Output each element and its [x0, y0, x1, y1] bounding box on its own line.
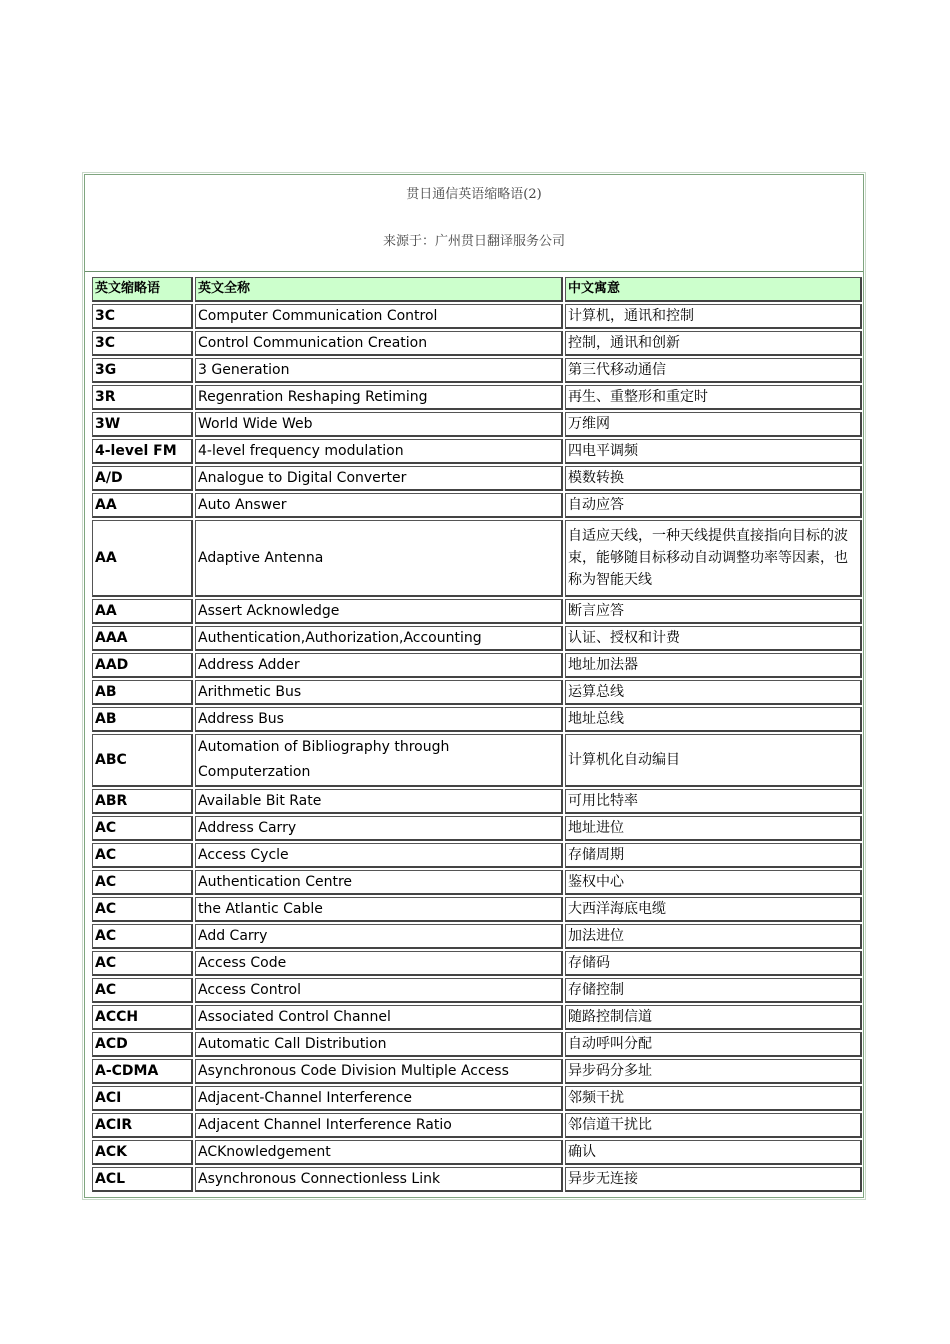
document-title: 贯日通信英语缩略语(2): [406, 187, 542, 202]
abbreviation-cell: AC: [92, 978, 193, 1003]
table-row: [92, 358, 862, 383]
full-name-cell: Available Bit Rate: [195, 789, 563, 814]
header-abbreviation: 英文缩略语: [92, 277, 193, 302]
table-header-row: [92, 277, 862, 302]
chinese-meaning-cell: 确认: [565, 1140, 862, 1165]
table-row: [92, 897, 862, 922]
table-row: [92, 626, 862, 651]
abbreviation-cell: A/D: [92, 466, 193, 491]
table-row: [92, 653, 862, 678]
table-row: [92, 1086, 862, 1111]
abbreviation-cell: AAD: [92, 653, 193, 678]
chinese-meaning-cell: 计算机化自动编目: [565, 734, 862, 787]
full-name-cell: the Atlantic Cable: [195, 897, 563, 922]
full-name-cell: Analogue to Digital Converter: [195, 466, 563, 491]
full-name-cell: Associated Control Channel: [195, 1005, 563, 1030]
chinese-meaning-cell: 存储周期: [565, 843, 862, 868]
abbreviation-cell: AB: [92, 680, 193, 705]
chinese-meaning-cell: 模数转换: [565, 466, 862, 491]
table-row: [92, 789, 862, 814]
table-row: [92, 734, 862, 787]
full-name-cell: Adaptive Antenna: [195, 520, 563, 597]
chinese-meaning-cell: 存储控制: [565, 978, 862, 1003]
chinese-meaning-cell: 运算总线: [565, 680, 862, 705]
abbreviation-cell: ACK: [92, 1140, 193, 1165]
chinese-meaning-cell: 四电平调频: [565, 439, 862, 464]
table-row: [92, 951, 862, 976]
abbreviation-cell: AAA: [92, 626, 193, 651]
abbreviation-cell: ACD: [92, 1032, 193, 1057]
chinese-meaning-cell: 加法进位: [565, 924, 862, 949]
abbreviation-cell: AC: [92, 843, 193, 868]
abbreviation-cell: AC: [92, 816, 193, 841]
chinese-meaning-cell: 第三代移动通信: [565, 358, 862, 383]
full-name-cell: Authentication,Authorization,Accounting: [195, 626, 563, 651]
abbreviation-cell: AC: [92, 897, 193, 922]
chinese-meaning-cell: 随路控制信道: [565, 1005, 862, 1030]
chinese-meaning-cell: 异步码分多址: [565, 1059, 862, 1084]
chinese-meaning-cell: 万维网: [565, 412, 862, 437]
abbreviation-cell: AA: [92, 520, 193, 597]
chinese-meaning-cell: 地址加法器: [565, 653, 862, 678]
header-full-name: 英文全称: [195, 277, 563, 302]
table-row: [92, 816, 862, 841]
full-name-cell: Access Code: [195, 951, 563, 976]
abbreviation-cell: ABC: [92, 734, 193, 787]
abbreviation-cell: 4-level FM: [92, 439, 193, 464]
table-row: [92, 439, 862, 464]
full-name-cell: Address Carry: [195, 816, 563, 841]
full-name-cell: Asynchronous Code Division Multiple Access: [195, 1059, 563, 1084]
full-name-cell: World Wide Web: [195, 412, 563, 437]
abbreviation-cell: ABR: [92, 789, 193, 814]
chinese-meaning-cell: 地址总线: [565, 707, 862, 732]
table-row: [92, 870, 862, 895]
table-row: [92, 331, 862, 356]
document-header: [85, 175, 863, 272]
full-name-cell: Asynchronous Connectionless Link: [195, 1167, 563, 1192]
table-row: [92, 843, 862, 868]
full-name-cell: Access Control: [195, 978, 563, 1003]
chinese-meaning-cell: 邻频干扰: [565, 1086, 862, 1111]
abbreviation-cell: ACL: [92, 1167, 193, 1192]
abbreviation-cell: A-CDMA: [92, 1059, 193, 1084]
abbreviation-cell: 3W: [92, 412, 193, 437]
abbreviation-cell: AC: [92, 870, 193, 895]
abbreviation-cell: ACCH: [92, 1005, 193, 1030]
full-name-cell: Adjacent-Channel Interference: [195, 1086, 563, 1111]
full-name-cell: Authentication Centre: [195, 870, 563, 895]
document-source: 来源于：广州贯日翻译服务公司: [382, 234, 565, 249]
abbreviation-cell: 3R: [92, 385, 193, 410]
full-name-cell: Arithmetic Bus: [195, 680, 563, 705]
table-row: [92, 1032, 862, 1057]
abbreviation-cell: AB: [92, 707, 193, 732]
full-name-cell: Assert Acknowledge: [195, 599, 563, 624]
table-row: [92, 466, 862, 491]
abbreviation-cell: 3C: [92, 331, 193, 356]
abbreviation-cell: ACI: [92, 1086, 193, 1111]
table-row: [92, 385, 862, 410]
chinese-meaning-cell: 自动呼叫分配: [565, 1032, 862, 1057]
header-chinese-meaning: 中文寓意: [565, 277, 862, 302]
table-row: [92, 1140, 862, 1165]
table-row: [92, 707, 862, 732]
glossary-table: [90, 275, 864, 1194]
table-row: [92, 680, 862, 705]
table-row: [92, 1167, 862, 1192]
chinese-meaning-cell: 异步无连接: [565, 1167, 862, 1192]
table-row: [92, 304, 862, 329]
full-name-cell: Adjacent Channel Interference Ratio: [195, 1113, 563, 1138]
full-name-cell: ACKnowledgement: [195, 1140, 563, 1165]
chinese-meaning-cell: 存储码: [565, 951, 862, 976]
abbreviation-cell: 3C: [92, 304, 193, 329]
table-row: [92, 1113, 862, 1138]
table-row: [92, 520, 862, 597]
chinese-meaning-cell: 控制，通讯和创新: [565, 331, 862, 356]
full-name-cell: Automatic Call Distribution: [195, 1032, 563, 1057]
full-name-cell: Address Bus: [195, 707, 563, 732]
full-name-cell: Control Communication Creation: [195, 331, 563, 356]
full-name-cell: Regenration Reshaping Retiming: [195, 385, 563, 410]
abbreviation-cell: 3G: [92, 358, 193, 383]
full-name-cell: Access Cycle: [195, 843, 563, 868]
abbreviation-cell: AC: [92, 951, 193, 976]
abbreviation-cell: ACIR: [92, 1113, 193, 1138]
full-name-cell: Add Carry: [195, 924, 563, 949]
chinese-meaning-cell: 自动应答: [565, 493, 862, 518]
full-name-cell: Auto Answer: [195, 493, 563, 518]
full-name-cell: Computer Communication Control: [195, 304, 563, 329]
chinese-meaning-cell: 地址进位: [565, 816, 862, 841]
abbreviation-cell: AA: [92, 493, 193, 518]
table-row: [92, 412, 862, 437]
full-name-cell: 3 Generation: [195, 358, 563, 383]
table-row: [92, 493, 862, 518]
chinese-meaning-cell: 可用比特率: [565, 789, 862, 814]
table-row: [92, 978, 862, 1003]
abbreviation-cell: AC: [92, 924, 193, 949]
table-row: [92, 1059, 862, 1084]
chinese-meaning-cell: 大西洋海底电缆: [565, 897, 862, 922]
full-name-cell: Automation of Bibliography through Computerzation: [195, 734, 563, 787]
table-row: [92, 924, 862, 949]
chinese-meaning-cell: 计算机，通讯和控制: [565, 304, 862, 329]
chinese-meaning-cell: 断言应答: [565, 599, 862, 624]
chinese-meaning-cell: 再生、重整形和重定时: [565, 385, 862, 410]
full-name-cell: 4-level frequency modulation: [195, 439, 563, 464]
chinese-meaning-cell: 邻信道干扰比: [565, 1113, 862, 1138]
table-row: [92, 599, 862, 624]
abbreviation-cell: AA: [92, 599, 193, 624]
chinese-meaning-cell: 自适应天线，一种天线提供直接指向目标的波束，能够随目标移动自动调整功率等因素，也称为智能天线: [565, 520, 862, 597]
chinese-meaning-cell: 鉴权中心: [565, 870, 862, 895]
chinese-meaning-cell: 认证、授权和计费: [565, 626, 862, 651]
document-frame: [84, 174, 864, 1198]
glossary-body: [92, 304, 862, 1192]
full-name-cell: Address Adder: [195, 653, 563, 678]
table-row: [92, 1005, 862, 1030]
